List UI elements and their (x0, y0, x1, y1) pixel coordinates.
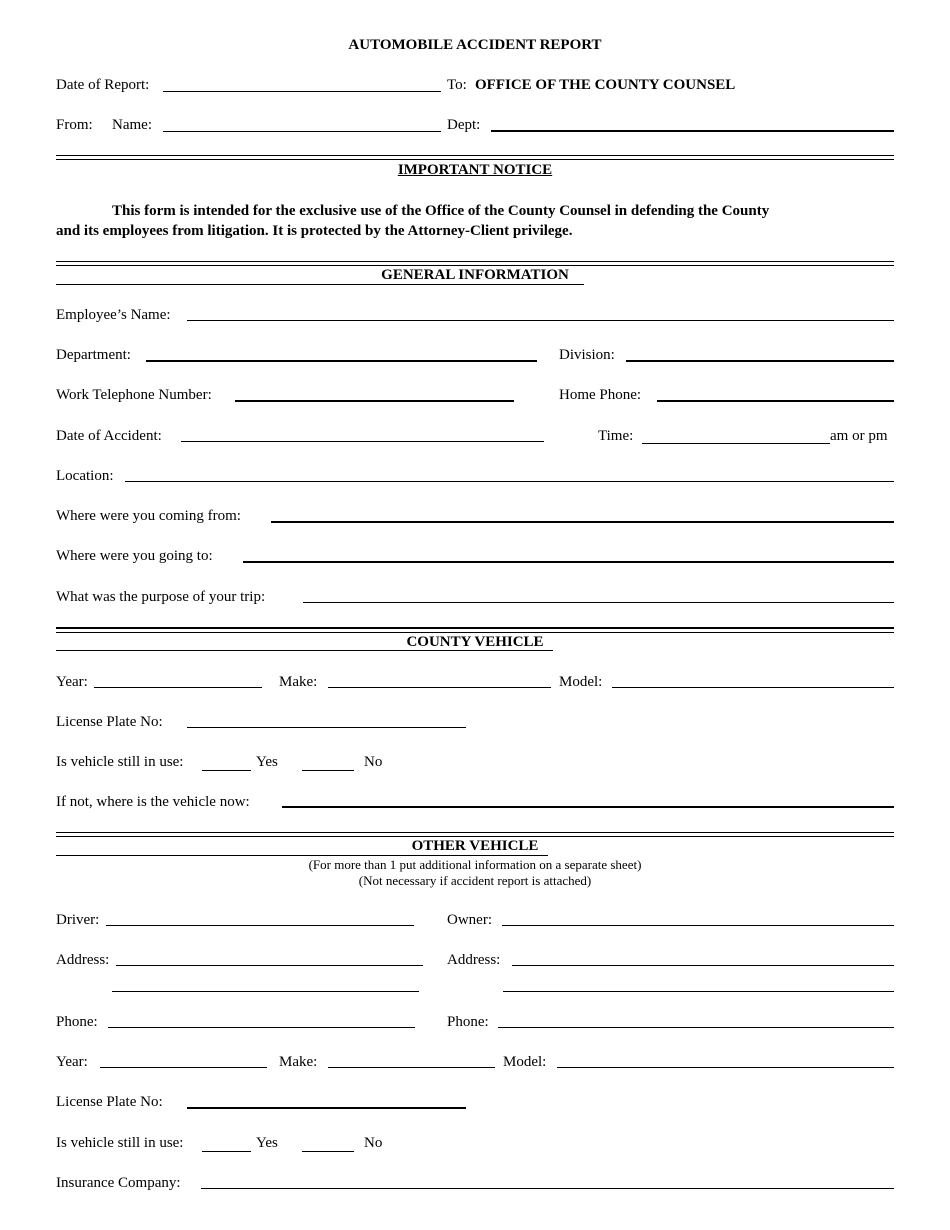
location-label: Location: (56, 468, 114, 484)
dept-field[interactable] (491, 130, 894, 132)
county-in-use-no-field[interactable] (302, 770, 354, 771)
driver-field[interactable] (106, 925, 414, 926)
from-label: From: (56, 117, 93, 133)
section-divider (56, 627, 894, 633)
county-make-field[interactable] (328, 687, 551, 688)
owner-address-label: Address: (447, 952, 501, 968)
department-label: Department: (56, 347, 131, 363)
county-license-label: License Plate No: (56, 714, 163, 730)
county-model-label: Model: (559, 674, 603, 690)
name-label: Name: (112, 117, 152, 133)
section-divider (56, 832, 894, 837)
other-make-label: Make: (279, 1054, 318, 1070)
other-vehicle-note-2: (Not necessary if accident report is attached) (358, 873, 592, 888)
notice-text-line2: and its employees from litigation. It is protected by the Attorney-Client privilege. (56, 223, 573, 239)
date-of-accident-label: Date of Accident: (56, 428, 162, 444)
heading-rule (56, 650, 553, 651)
work-phone-field[interactable] (235, 400, 514, 402)
owner-address-field-1[interactable] (512, 965, 894, 966)
driver-address-field-2[interactable] (112, 991, 419, 992)
date-of-report-label: Date of Report: (56, 77, 150, 93)
other-license-field[interactable] (187, 1107, 466, 1109)
other-no-label: No (364, 1135, 383, 1151)
employee-name-field[interactable] (187, 320, 894, 321)
other-year-label: Year: (56, 1054, 88, 1070)
dept-label: Dept: (447, 117, 481, 133)
other-vehicle-note-1: (For more than 1 put additional information on a separate sheet) (308, 857, 642, 872)
division-field[interactable] (626, 360, 894, 362)
county-year-label: Year: (56, 674, 88, 690)
county-license-field[interactable] (187, 727, 466, 728)
county-no-label: No (364, 754, 383, 770)
heading-rule (56, 284, 584, 285)
department-field[interactable] (146, 360, 537, 362)
other-year-field[interactable] (100, 1067, 267, 1068)
home-phone-label: Home Phone: (559, 387, 642, 403)
insurance-company-label: Insurance Company: (56, 1175, 181, 1191)
county-vehicle-heading: COUNTY VEHICLE (406, 634, 544, 650)
to-recipient: OFFICE OF THE COUNTY COUNSEL (475, 77, 736, 93)
trip-purpose-field[interactable] (303, 602, 894, 603)
date-of-report-field[interactable] (163, 91, 441, 92)
division-label: Division: (559, 347, 615, 363)
employee-name-label: Employee’s Name: (56, 307, 171, 323)
other-make-field[interactable] (328, 1067, 495, 1068)
section-divider (56, 261, 894, 266)
owner-phone-label: Phone: (447, 1014, 489, 1030)
trip-purpose-label: What was the purpose of your trip: (56, 589, 266, 605)
owner-address-field-2[interactable] (503, 991, 894, 992)
other-in-use-yes-field[interactable] (202, 1151, 251, 1152)
owner-label: Owner: (447, 912, 492, 928)
time-field[interactable] (642, 443, 830, 444)
other-yes-label: Yes (256, 1135, 278, 1151)
county-year-field[interactable] (94, 687, 262, 688)
work-phone-label: Work Telephone Number: (56, 387, 212, 403)
coming-from-label: Where were you coming from: (56, 508, 241, 524)
owner-field[interactable] (502, 925, 894, 926)
am-pm-label: am or pm (830, 428, 888, 444)
general-information-heading: GENERAL INFORMATION (381, 267, 569, 283)
form-title: AUTOMOBILE ACCIDENT REPORT (348, 37, 602, 53)
notice-heading: IMPORTANT NOTICE (397, 162, 553, 178)
other-in-use-no-field[interactable] (302, 1151, 354, 1152)
heading-rule (56, 855, 548, 856)
to-label: To: (447, 77, 467, 93)
other-model-label: Model: (503, 1054, 547, 1070)
section-divider (56, 155, 894, 160)
going-to-field[interactable] (243, 561, 894, 563)
date-of-accident-field[interactable] (181, 441, 544, 442)
county-in-use-yes-field[interactable] (202, 770, 251, 771)
other-in-use-label: Is vehicle still in use: (56, 1135, 184, 1151)
time-label: Time: (598, 428, 634, 444)
county-yes-label: Yes (256, 754, 278, 770)
coming-from-field[interactable] (271, 521, 894, 523)
other-model-field[interactable] (557, 1067, 894, 1068)
insurance-company-field[interactable] (201, 1188, 894, 1189)
other-license-label: License Plate No: (56, 1094, 163, 1110)
location-field[interactable] (125, 481, 894, 482)
vehicle-location-field[interactable] (282, 806, 894, 808)
other-vehicle-heading: OTHER VEHICLE (411, 838, 539, 854)
driver-phone-field[interactable] (108, 1027, 415, 1028)
county-make-label: Make: (279, 674, 318, 690)
driver-phone-label: Phone: (56, 1014, 98, 1030)
county-in-use-label: Is vehicle still in use: (56, 754, 184, 770)
county-model-field[interactable] (612, 687, 894, 688)
driver-address-label: Address: (56, 952, 110, 968)
home-phone-field[interactable] (657, 400, 894, 402)
going-to-label: Where were you going to: (56, 548, 213, 564)
owner-phone-field[interactable] (498, 1027, 894, 1028)
from-name-field[interactable] (163, 131, 441, 132)
driver-label: Driver: (56, 912, 100, 928)
vehicle-location-label: If not, where is the vehicle now: (56, 794, 250, 810)
driver-address-field-1[interactable] (116, 965, 423, 966)
notice-text-line1: This form is intended for the exclusive use of the Office of the County Counsel in defending the County (112, 203, 770, 219)
